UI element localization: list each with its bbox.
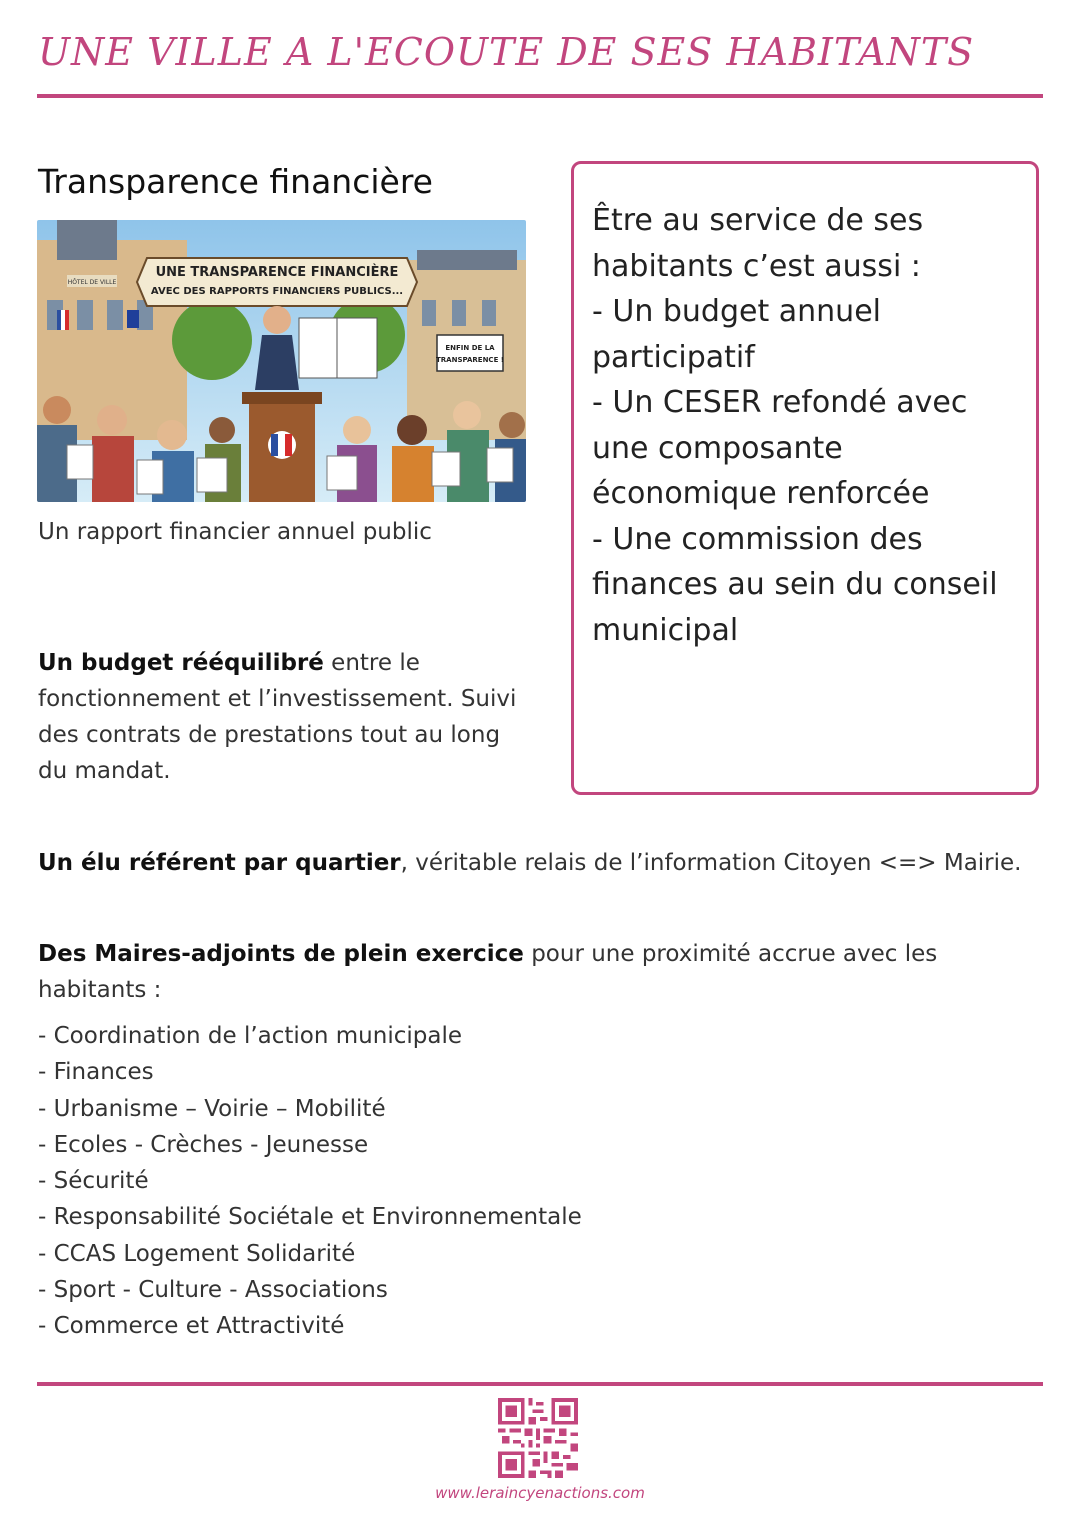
referent-paragraph: [38, 845, 1048, 881]
list-item: - Urbanisme – Voirie – Mobilité: [38, 1095, 386, 1122]
list-item: - Commerce et Attractivité: [38, 1313, 345, 1340]
box-line: finances au sein du conseil: [592, 567, 998, 602]
list-item: - Sécurité: [38, 1168, 149, 1195]
box-line: habitants c’est aussi :: [592, 248, 921, 284]
page-title: UNE VILLE A L'ECOUTE DE SES HABITANTS: [38, 30, 975, 74]
header-rule: [37, 94, 1043, 98]
building-sign-text: HÔTEL DE VILLE: [67, 279, 117, 286]
banner-line-2: AVEC DES RAPPORTS FINANCIERS PUBLICS...: [150, 286, 404, 297]
budget-bold: Un budget rééquilibré: [38, 650, 324, 676]
box-line: une composante: [592, 430, 843, 466]
qr-code-icon: [498, 1398, 578, 1478]
section-title: Transparence financière: [38, 162, 433, 201]
referent-text: , véritable relais de l’information Citoyen <=> Mairie.: [400, 850, 1022, 876]
adjoints-list: [38, 1018, 582, 1345]
budget-text: entre le fonctionnement et l’investissement. Suivi des contrats de prestations tout au long du mandat.: [38, 650, 517, 784]
box-line: Être au service de ses: [592, 203, 924, 238]
adjoints-paragraph: [38, 936, 1048, 1008]
service-box: [571, 161, 1039, 795]
banner-line-1: UNE TRANSPARENCE FINANCIÈRE: [155, 265, 399, 280]
list-item: - Finances: [38, 1059, 154, 1086]
box-line: participatif: [592, 339, 755, 375]
footer-rule: [37, 1382, 1043, 1386]
box-line: - Une commission des: [592, 521, 923, 557]
box-line: - Un CESER refondé avec: [592, 385, 968, 420]
list-item: - Coordination de l’action municipale: [38, 1023, 462, 1049]
list-item: - Sport - Culture - Associations: [38, 1277, 388, 1304]
box-line: - Un budget annuel: [592, 294, 881, 329]
list-item: - CCAS Logement Solidarité: [38, 1240, 356, 1267]
box-line: économique renforcée: [592, 476, 930, 511]
sign-line-2: TRANSPARENCE !: [436, 356, 504, 364]
referent-bold: Un élu référent par quartier: [38, 850, 401, 876]
illustration: [37, 220, 526, 502]
budget-paragraph: [38, 645, 528, 789]
website-link[interactable]: www.leraincyenactions.com: [435, 1484, 645, 1502]
illustration-caption: Un rapport financier annuel public: [38, 519, 432, 545]
list-item: - Responsabilité Sociétale et Environnementale: [38, 1204, 582, 1231]
box-line: municipal: [592, 612, 739, 648]
adjoints-text: pour une proximité accrue avec les habitants :: [38, 941, 938, 1003]
list-item: - Ecoles - Crèches - Jeunesse: [38, 1131, 369, 1158]
sign-line-1: ENFIN DE LA: [445, 344, 495, 352]
adjoints-bold: Des Maires-adjoints de plein exercice: [38, 941, 524, 967]
